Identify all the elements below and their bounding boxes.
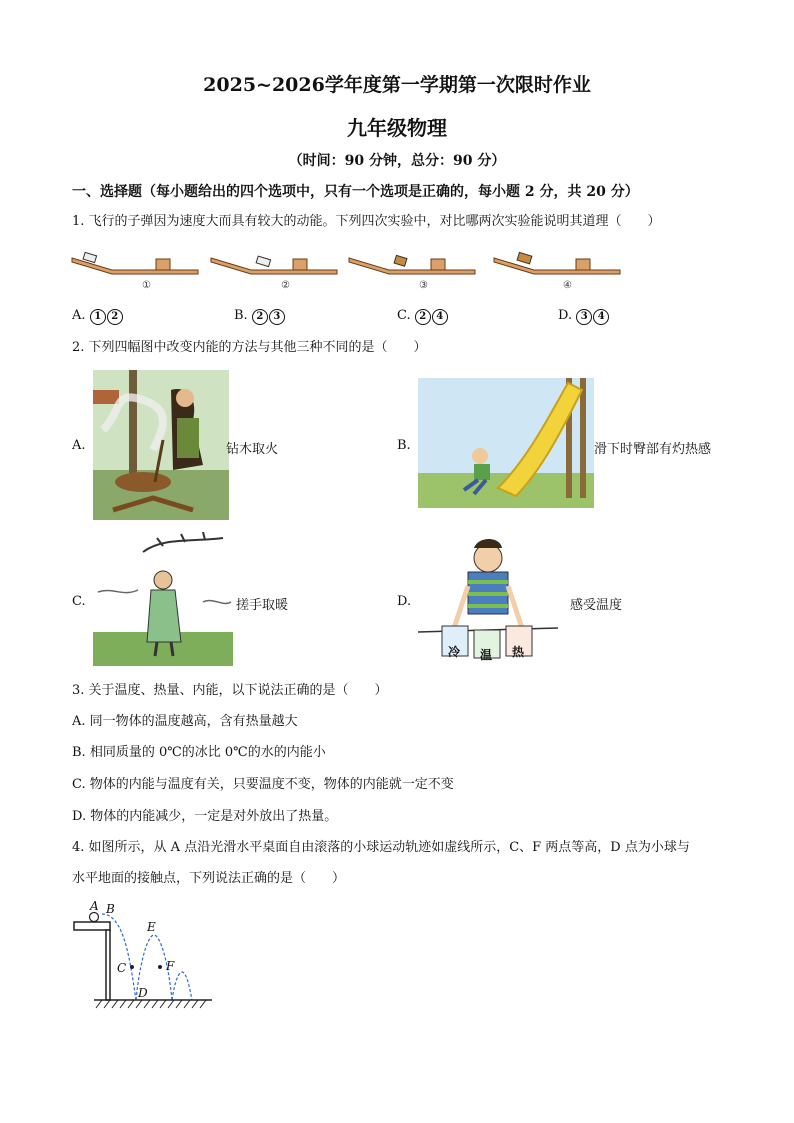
q1-option-a[interactable]: A. 1 2 <box>72 308 124 325</box>
q1-option-b[interactable]: B. 2 3 <box>234 308 286 325</box>
q1-figure-label-2: ② <box>281 280 290 291</box>
q2-option-a-caption: 钻木取火 <box>226 442 279 457</box>
q2-option-b-caption: 滑下时臀部有灼热感 <box>594 442 712 457</box>
q2-option-a-letter[interactable]: A. <box>72 438 86 453</box>
q3-option-b[interactable]: B. 相同质量的 0℃的冰比 0℃的水的内能小 <box>72 745 326 760</box>
question-4-stem-line-2: 水平地面的接触点，下列说法正确的是（ ） <box>72 871 346 886</box>
ramp-figure-1 <box>72 252 198 274</box>
ramp-figure-2 <box>211 256 337 274</box>
q1-figure <box>70 246 700 294</box>
q1-figure-label-1: ① <box>142 280 151 291</box>
q1-option-d[interactable]: D. 3 4 <box>558 308 610 325</box>
q1-figure-label-3: ③ <box>419 280 428 291</box>
ramp-figure-4 <box>494 252 620 274</box>
question-1-stem: 1. 飞行的子弹因为速度大而具有较大的动能。下列四次实验中，对比哪两次实验能说明其道理（ ） <box>72 214 661 229</box>
q2-option-d-caption: 感受温度 <box>570 598 623 613</box>
time-info: （时间：90 分钟，总分：90 分） <box>288 153 506 169</box>
subject-title: 九年级物理 <box>347 116 447 140</box>
q3-option-a[interactable]: A. 同一物体的温度越高，含有热量越大 <box>72 714 298 729</box>
point-label-e: E <box>147 920 156 934</box>
q3-option-d[interactable]: D. 物体的内能减少，一定是对外放出了热量。 <box>72 809 338 824</box>
section-heading: 一、选择题（每小题给出的四个选项中，只有一个选项是正确的，每小题 2 分，共 20 分） <box>72 184 639 200</box>
question-3-stem: 3. 关于温度、热量、内能，以下说法正确的是（ ） <box>72 683 388 698</box>
q1-figure-label-4: ④ <box>563 280 572 291</box>
point-label-c: C <box>117 961 127 975</box>
point-label-d: D <box>138 986 148 1000</box>
point-label-b: B <box>106 902 115 916</box>
question-4-stem-line-1: 4. 如图所示，从 A 点沿光滑水平桌面自由滚落的小球运动轨迹如虚线所示，C、F 两点等高，D 点为小球与 <box>72 840 690 855</box>
point-label-f: F <box>166 959 175 973</box>
q2-option-b-letter[interactable]: B. <box>397 438 411 453</box>
exam-title: 2025~2026学年度第一学期第一次限时作业 <box>203 74 591 96</box>
q2-option-c-letter[interactable]: C. <box>72 594 86 609</box>
buckets-illustration <box>418 536 558 662</box>
bucket-label-hot: 热 <box>512 645 525 659</box>
question-2-stem: 2. 下列四幅图中改变内能的方法与其他三种不同的是（ ） <box>72 340 427 355</box>
q1-option-c[interactable]: C. 2 4 <box>397 308 449 325</box>
q2-option-d-letter[interactable]: D. <box>397 594 412 609</box>
point-label-a: A <box>90 899 99 913</box>
ramp-figure-3 <box>349 255 475 274</box>
q3-option-c[interactable]: C. 物体的内能与温度有关，只要温度不变，物体的内能就一定不变 <box>72 777 454 792</box>
slide-illustration <box>418 378 594 508</box>
bucket-label-warm: 温 <box>480 648 493 662</box>
q2-option-c-caption: 搓手取暖 <box>236 598 289 613</box>
bucket-label-cold: 冷 <box>448 645 461 659</box>
fire-drilling-illustration <box>93 370 229 520</box>
rubbing-hands-illustration <box>93 532 233 666</box>
